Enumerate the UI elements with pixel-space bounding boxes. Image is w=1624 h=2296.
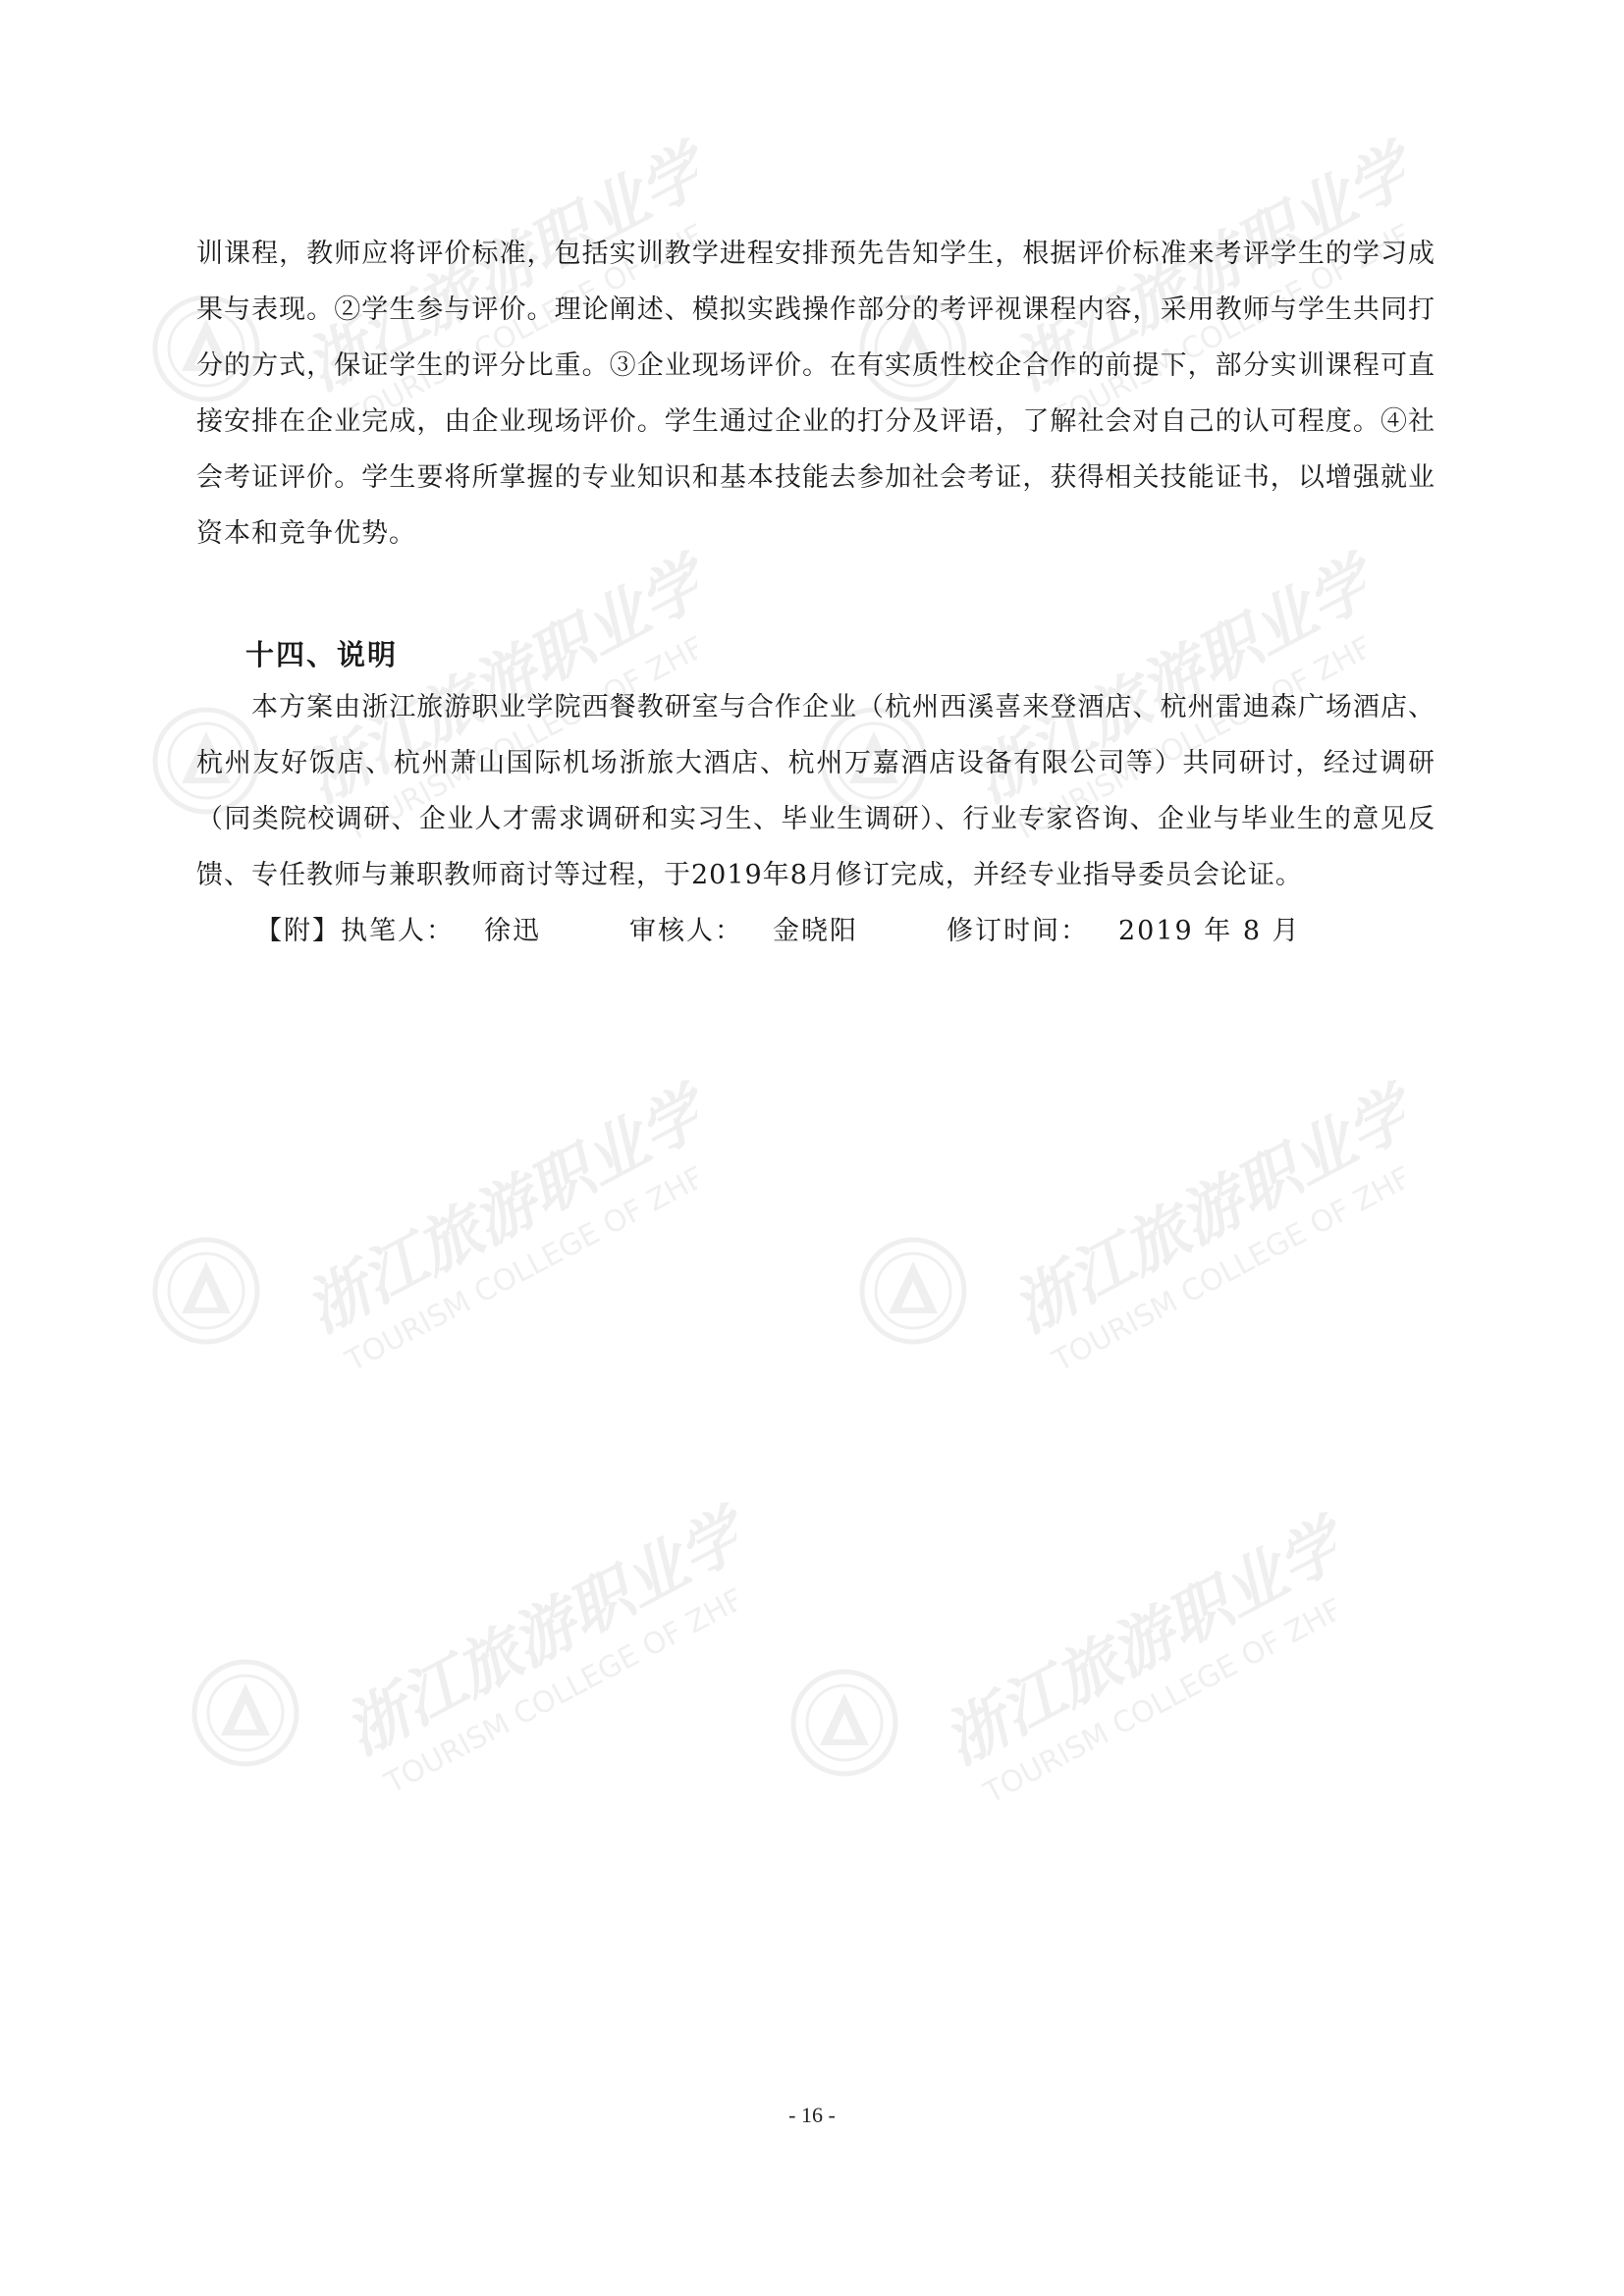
reviewer-name: 金晓阳 [773,916,858,946]
svg-text:TOURISM COLLEGE OF ZHEJIANG: TOURISM COLLEGE OF ZHEJIANG [340,591,697,844]
revised-label: 修订时间： [947,916,1089,946]
svg-text:浙江旅游职业学院: 浙江旅游职业学院 [333,1502,736,1770]
svg-text:浙江旅游职业学院: 浙江旅游职业学院 [294,137,697,405]
section-heading: 十四、说明 [245,638,399,671]
revised-date: 2019 年 8 月 [1118,916,1301,946]
college-watermark [785,1512,1335,1806]
body-paragraph: 训课程，教师应将评价标准，包括实训教学进程安排预先告知学生，根据评价标准来考评学生的学习成果与表现。②学生参与评价。理论阐述、模拟实践操作部分的考评视课程内容，采用教师与学生共同打分的方式，保证学生的评分比重。③企业现场评价。在有实质性校企合作的前提下，部分实训课程可直接安排在企业完成，由企业现场评价。学生通过企业的打分及评语，了解社会对自己的认可程度。④社会考证评价。学生要将所掌握的专业知识和基本技能去参加社会考证，获得相关技能证书，以增强就业资本和竞争优势。 [196,239,1435,549]
svg-text:浙江旅游职业学院: 浙江旅游职业学院 [932,1512,1335,1780]
college-watermark [854,1080,1404,1374]
svg-text:浙江旅游职业学院: 浙江旅游职业学院 [294,1080,697,1348]
svg-text:浙江旅游职业学院: 浙江旅游职业学院 [961,550,1365,818]
college-logo-watermark [854,1080,1404,1374]
reviewer-label: 审核人： [629,916,743,946]
svg-text:浙江旅游职业学院: 浙江旅游职业学院 [1001,1080,1404,1348]
author-name: 徐迅 [484,916,541,946]
svg-text:浙江旅游职业学院: 浙江旅游职业学院 [1001,137,1404,405]
college-watermark [187,1502,736,1796]
document-body [196,226,1435,959]
college-logo-watermark [147,1080,697,1374]
signoff-line [255,903,1435,959]
svg-text:TOURISM COLLEGE OF ZHEJIANG: TOURISM COLLEGE OF ZHEJIANG [340,179,697,432]
page-number: - 16 - [788,2103,836,2127]
svg-text:TOURISM COLLEGE OF ZHEJIANG: TOURISM COLLEGE OF ZHEJIANG [1047,179,1404,432]
svg-text:TOURISM COLLEGE OF ZHEJIANG: TOURISM COLLEGE OF ZHEJIANG [1007,591,1365,844]
author-label: 【附】执笔人： [255,916,455,946]
svg-text:TOURISM COLLEGE OF ZHEJIANG: TOURISM COLLEGE OF ZHEJIANG [340,1121,697,1374]
svg-text:浙江旅游职业学院: 浙江旅游职业学院 [294,550,697,818]
svg-text:TOURISM COLLEGE OF ZHEJIANG: TOURISM COLLEGE OF ZHEJIANG [978,1553,1335,1806]
svg-text:TOURISM COLLEGE OF ZHEJIANG: TOURISM COLLEGE OF ZHEJIANG [1047,1121,1404,1374]
college-logo-watermark [187,1502,736,1796]
college-logo-watermark [785,1512,1335,1806]
svg-text:TOURISM COLLEGE OF ZHEJIANG: TOURISM COLLEGE OF ZHEJIANG [379,1543,736,1796]
college-watermark [147,1080,697,1374]
body-paragraph: 本方案由浙江旅游职业学院西餐教研室与合作企业（杭州西溪喜来登酒店、杭州雷迪森广场酒店、杭州友好饭店、杭州萧山国际机场浙旅大酒店、杭州万嘉酒店设备有限公司等）共同研讨，经过调研（同类院校调研、企业人才需求调研和实习生、毕业生调研）、行业专家咨询、企业与毕业生的意见反馈、专任教师与兼职教师商讨等过程，于2019年8月修订完成，并经专业指导委员会论证。 [196,692,1435,890]
